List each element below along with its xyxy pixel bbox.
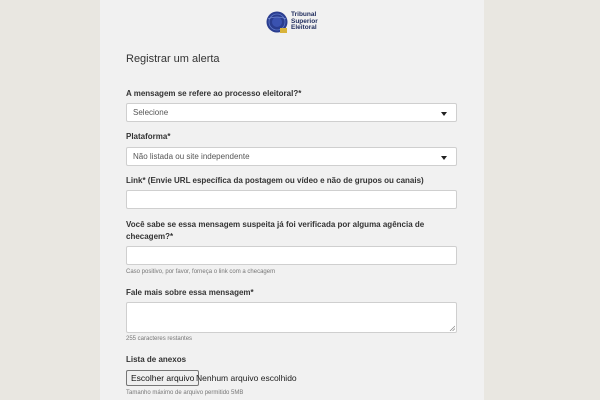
details-hint: 255 caracteres restantes bbox=[126, 336, 193, 342]
verified-input[interactable] bbox=[126, 246, 457, 265]
tse-logo-text bbox=[291, 12, 318, 32]
link-label: Link* (Envie URL específica da postagem ou vídeo e não de grupos ou canais) bbox=[126, 176, 424, 185]
attachments-hint: Tamanho máximo de arquivo permitido 5MB bbox=[126, 390, 244, 396]
tse-emblem-icon bbox=[266, 11, 288, 33]
logo-line-1: Tribunal bbox=[291, 11, 317, 19]
details-textarea[interactable] bbox=[126, 302, 457, 333]
form-panel bbox=[100, 0, 484, 400]
file-status: Nenhum arquivo escolhido bbox=[196, 373, 297, 383]
choose-file-button[interactable]: Escolher arquivo bbox=[126, 370, 199, 386]
platform-value: Não listada ou site independente bbox=[133, 152, 250, 161]
tse-logo bbox=[266, 10, 318, 34]
link-input[interactable] bbox=[126, 190, 457, 209]
logo-line-3: Eleitoral bbox=[291, 24, 317, 32]
page-title: Registrar um alerta bbox=[126, 53, 220, 65]
attachments-label: Lista de anexos bbox=[126, 355, 187, 364]
verified-label: Você sabe se essa mensagem suspeita já foi verificada por alguma agência de checagem?* bbox=[126, 220, 425, 241]
resize-handle-icon[interactable] bbox=[449, 325, 455, 331]
process-question-select[interactable] bbox=[126, 103, 457, 122]
chevron-down-icon bbox=[441, 156, 447, 160]
verified-hint: Caso positivo, por favor, forneça o link com a checagem bbox=[126, 269, 276, 275]
process-question-value: Selecione bbox=[133, 108, 169, 117]
logo-line-2: Superior bbox=[291, 17, 318, 25]
platform-select[interactable] bbox=[126, 147, 457, 166]
platform-label: Plataforma* bbox=[126, 132, 171, 141]
details-label: Fale mais sobre essa mensagem* bbox=[126, 288, 254, 297]
process-question-label: A mensagem se refere ao processo eleitoral?* bbox=[126, 89, 302, 98]
chevron-down-icon bbox=[441, 112, 447, 116]
